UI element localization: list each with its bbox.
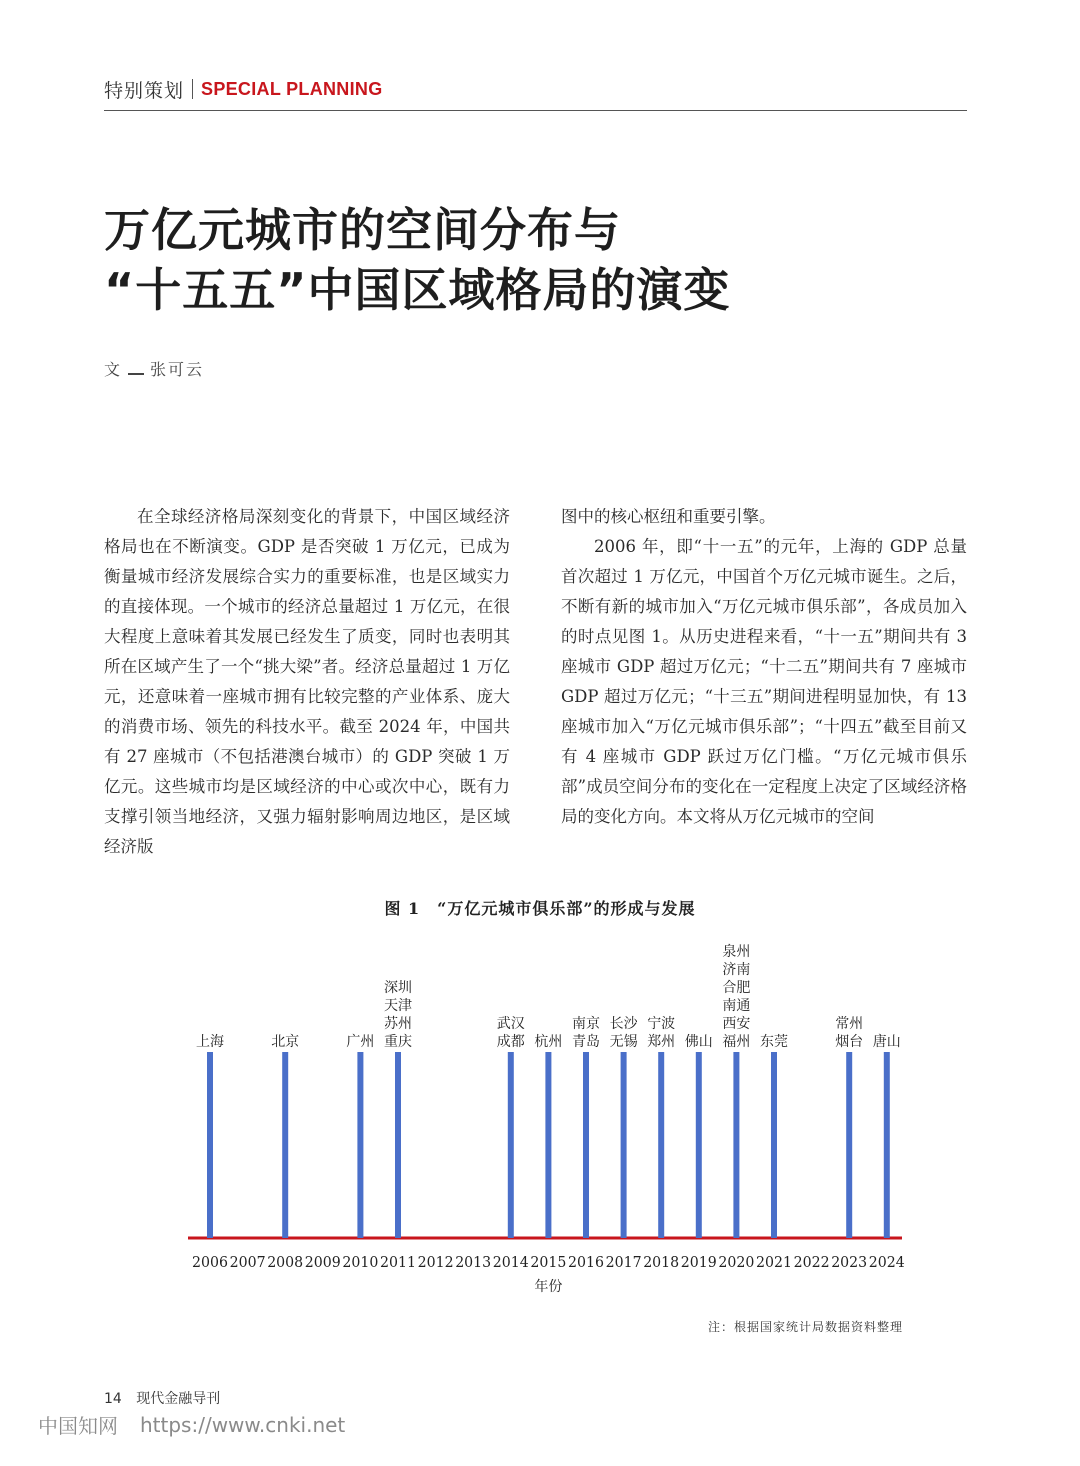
bar: [282, 1052, 288, 1238]
x-tick-label: 2024: [868, 1253, 905, 1271]
city-label: 武汉: [496, 1016, 525, 1032]
city-label: 无锡: [609, 1034, 638, 1050]
x-tick-label: 2010: [342, 1253, 379, 1271]
city-label: 福州: [722, 1034, 751, 1050]
cnki-watermark: [38, 1410, 345, 1439]
city-label: 北京: [271, 1034, 300, 1050]
paragraph: 在全球经济格局深刻变化的背景下，中国区域经济格局也在不断演变。GDP 是否突破 1 万亿元，已成为衡量城市经济发展综合实力的重要标准，也是区域实力的直接体现。一个城市的经济总量超过 1 万亿元，在很大程度上意味着其发展已经发生了质变，同时也表明其所在区域产生了一个“挑大梁”者。经济总量超过 1 万亿元，还意味着一座城市拥有比较完整的产业体系、庞大的消费市场、领先的科技水平。截至 2024 年，中国共有 27 座城市（不包括港澳台城市）的 GDP 突破 1 万亿元。这些城市均是区域经济的中心或次中心，既有力支撑引领当地经济，又强力辐射影响周边地区，是区域经济版: [104, 507, 510, 856]
city-label: 青岛: [572, 1034, 600, 1050]
bar: [621, 1052, 627, 1238]
city-label: 佛山: [684, 1034, 713, 1050]
bar: [733, 1052, 739, 1238]
author-name: 张可云: [150, 360, 205, 379]
journal-name: 现代金融导刊: [136, 1391, 221, 1407]
byline-prefix: 文: [104, 360, 123, 379]
page-number: 14: [104, 1391, 122, 1407]
body-column-left: [104, 502, 510, 862]
city-label: 合肥: [722, 980, 751, 996]
bar: [771, 1052, 777, 1238]
city-label: 长沙: [609, 1016, 638, 1032]
figure-note: 注：根据国家统计局数据资料整理: [708, 1320, 904, 1334]
bar: [395, 1052, 401, 1238]
watermark-url: https://www.cnki.net: [140, 1412, 346, 1437]
x-tick-label: 2021: [756, 1253, 792, 1271]
watermark-logo: 中国知网: [38, 1414, 118, 1438]
city-label: 西安: [722, 1016, 751, 1032]
city-label: 上海: [196, 1034, 224, 1050]
city-label: 天津: [384, 998, 412, 1014]
x-tick-label: 2015: [530, 1253, 567, 1271]
city-label: 泉州: [722, 944, 751, 960]
x-tick-label: 2018: [643, 1253, 680, 1271]
x-tick-label: 2017: [605, 1253, 642, 1271]
city-label: 苏州: [384, 1016, 412, 1032]
x-tick-label: 2019: [680, 1253, 717, 1271]
section-header: [104, 76, 383, 102]
x-tick-label: 2022: [793, 1253, 830, 1271]
article-title: [104, 200, 730, 320]
city-label: 济南: [722, 962, 751, 978]
city-label: 东莞: [760, 1034, 788, 1050]
x-tick-label: 2016: [568, 1253, 604, 1271]
city-label: 深圳: [384, 980, 412, 996]
city-label: 广州: [346, 1034, 375, 1050]
body-column-right: [561, 502, 967, 832]
x-tick-label: 2020: [718, 1253, 755, 1271]
title-line-1: 万亿元城市的空间分布与: [104, 203, 621, 257]
x-tick-label: 2011: [380, 1253, 416, 1271]
bar: [545, 1052, 551, 1238]
x-tick-label: 2013: [455, 1253, 492, 1271]
timeline-bar-chart: [180, 930, 910, 1310]
bar: [884, 1052, 890, 1238]
header-rule: [104, 110, 967, 111]
bar: [583, 1052, 589, 1238]
header-divider: [192, 79, 193, 99]
city-label: 烟台: [835, 1034, 864, 1050]
paragraph: 2006 年，即“十一五”的元年，上海的 GDP 总量首次超过 1 万亿元，中国首个万亿元城市诞生。之后，不断有新的城市加入“万亿元城市俱乐部”，各成员加入的时点见图 1。从历史进程来看，“十一五”期间共有 3 座城市 GDP 超过万亿元；“十二五”期间共有 7 座城市 GDP 超过万亿元；“十三五”期间进程明显加快，有 13 座城市加入“万亿元城市俱乐部”；“十四五”截至目前又有 4 座城市 GDP 跃过万亿门槛。“万亿元城市俱乐部”成员空间分布的变化在一定程度上决定了区域经济格局的变化方向。本文将从万亿元城市的空间: [561, 537, 967, 826]
section-category-en: SPECIAL PLANNING: [201, 78, 383, 99]
city-label: 成都: [496, 1034, 525, 1050]
figure-title: 图 1 “万亿元城市俱乐部”的形成与发展: [384, 899, 696, 918]
bar: [696, 1052, 702, 1238]
section-category-cn: 特别策划: [104, 79, 185, 102]
bar: [508, 1052, 514, 1238]
x-tick-label: 2008: [267, 1253, 304, 1271]
x-axis-title: 年份: [534, 1279, 563, 1295]
bar: [357, 1052, 363, 1238]
city-label: 重庆: [384, 1034, 412, 1050]
city-label: 唐山: [872, 1034, 901, 1050]
city-label: 杭州: [534, 1034, 563, 1050]
bar: [846, 1052, 852, 1238]
bar: [207, 1052, 213, 1238]
city-label: 常州: [835, 1016, 864, 1032]
x-tick-label: 2014: [492, 1253, 529, 1271]
byline-underscore: [128, 363, 144, 375]
city-label: 南京: [572, 1016, 600, 1032]
bar: [658, 1052, 664, 1238]
x-tick-label: 2006: [192, 1253, 228, 1271]
x-tick-label: 2012: [417, 1253, 454, 1271]
city-label: 宁波: [647, 1016, 676, 1032]
x-tick-label: 2007: [229, 1253, 266, 1271]
x-tick-label: 2009: [304, 1253, 341, 1271]
title-line-2: “十五五”中国区域格局的演变: [104, 263, 731, 317]
byline: [104, 357, 204, 380]
x-tick-label: 2023: [831, 1253, 868, 1271]
page-footer: [104, 1388, 230, 1408]
paragraph-continuation: 图中的核心枢纽和重要引擎。: [561, 507, 776, 526]
city-label: 郑州: [647, 1034, 676, 1050]
city-label: 南通: [722, 998, 751, 1014]
